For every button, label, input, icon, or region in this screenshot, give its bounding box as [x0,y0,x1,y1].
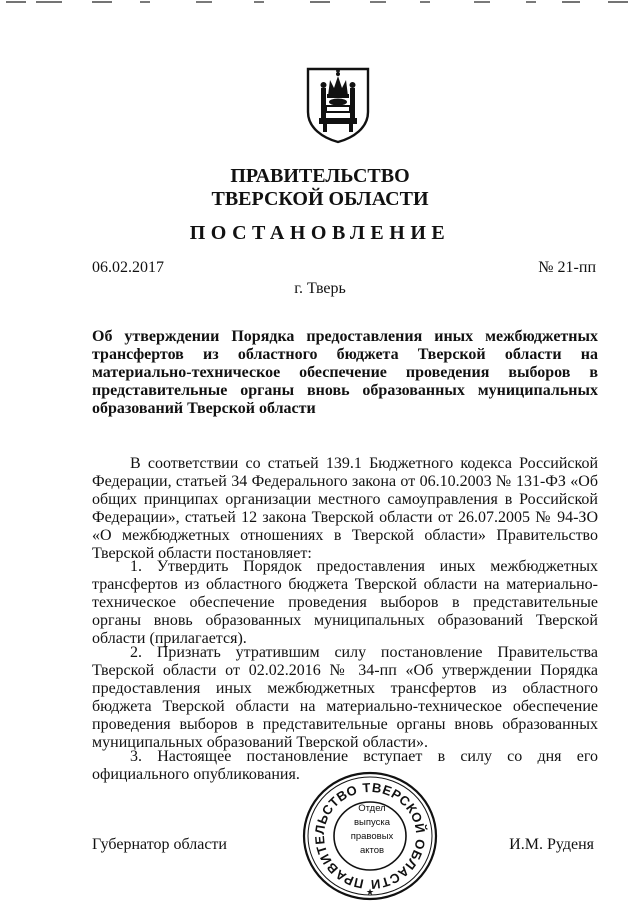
seal-ring-text: ПРАВИТЕЛЬСТВО ТВЕРСКОЙ ОБЛАСТИ [311,779,429,893]
document-type: ПОСТАНОВЛЕНИЕ [189,222,451,244]
svg-text:★: ★ [365,887,375,897]
seal-line-1: Отдел [358,803,386,814]
item-2-paragraph: 2. Признать утратившим силу постановление Правительства Тверской области от 02.02.2016 № 34-пп «Об утверждении Порядка предоставления иных межбюджетных трансфертов из областного бюджета Тверской области на материально-техническое обеспечение проведения выборов в представительные органы вновь образованных муниципальных образований Тверской области». [92,644,598,751]
seal-line-2: выпуска [353,817,391,828]
org-title-line2: ТВЕРСКОЙ ОБЛАСТИ [211,188,429,210]
scan-top-edge [0,0,640,6]
item-3-paragraph: 3. Настоящее постановление вступает в силу со дня его официального опубликования. [92,748,598,783]
seal-line-4: актов [359,845,385,856]
document-city: г. Тверь [294,280,346,297]
document-date: 06.02.2017 [92,259,164,276]
seal-center-text [342,802,402,858]
item-1-paragraph: 1. Утвердить Порядок предоставления иных межбюджетных трансфертов из областного бюджета Тверской области на материально-техническое обеспечение проведения выборов в представительные органы вновь образованных муниципальных образований Тверской области (прилагается). [92,558,598,647]
preamble-paragraph: В соответствии со статьей 139.1 Бюджетного кодекса Российской Федерации, статьей 34 Федерального закона от 06.10.2003 № 131-ФЗ «Об общих принципах организации местного самоуправления в Российской Федерации», статьей 12 закона Тверской области от 26.07.2005 № 94-ЗО «О межбюджетных отношениях в Тверской области» Правительство Тверской области постановляет: [92,455,598,562]
signatory-name: И.М. Руденя [509,836,594,853]
seal-line-3: правовых [350,831,394,842]
document-title: Об утверждении Порядка предоставления иных межбюджетных трансфертов из областного бюджета Тверской области на материально-техническое обеспечение проведения выборов в представительные органы вновь образованных муниципальных образований Тверской области [92,328,598,417]
tver-coat-of-arms-icon [305,66,371,144]
signatory-position: Губернатор области [92,836,227,853]
org-title-line1: ПРАВИТЕЛЬСТВО [230,165,410,187]
official-seal-icon [298,768,442,904]
document-number: № 21-пп [538,259,596,276]
